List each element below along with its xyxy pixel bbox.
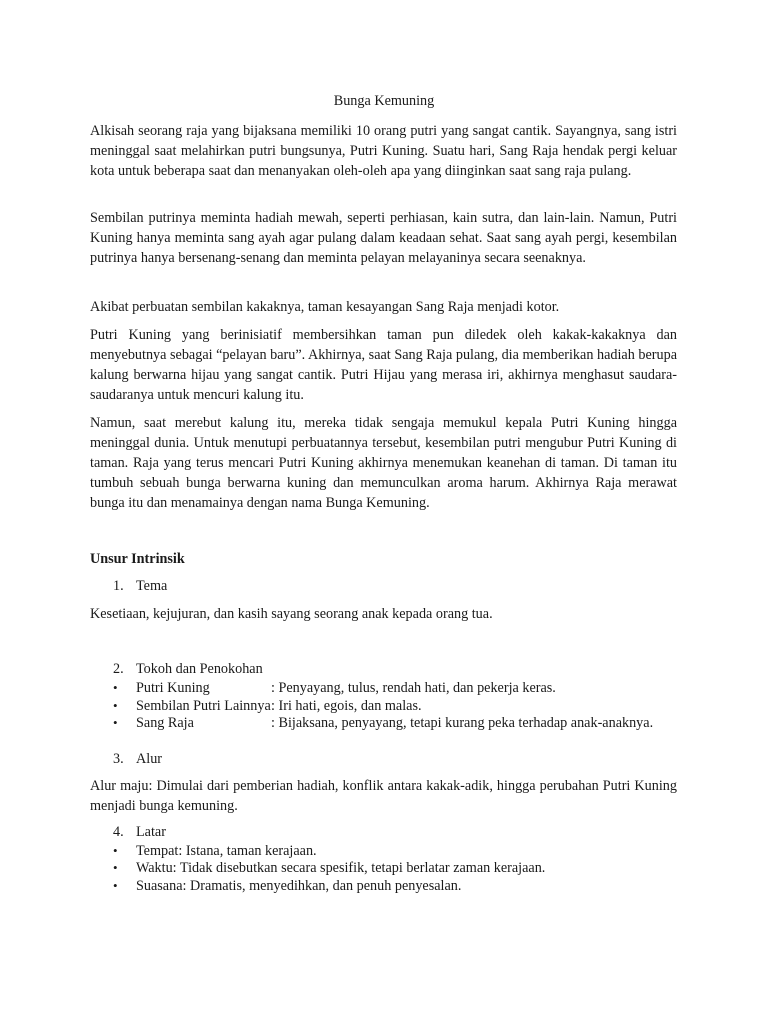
bullet-icon: • — [113, 860, 118, 875]
story-paragraph-5: Namun, saat merebut kalung itu, mereka tidak sengaja memukul kepala Putri Kuning hingga meninggal dunia. Untuk menutupi perbuatannya tersebut, kesembilan putri mengubur Putri Kuning di taman. Raja yang terus mencari Putri Kuning akhirnya menemukan keanehan di taman. Di taman itu tumbuh sebuah bunga berwarna kuning dan memunculkan aroma harum. Akhirnya Raja merawat bunga itu dan menamainya dengan nama Bunga Kemuning. — [90, 415, 677, 511]
list-item-tokoh — [113, 659, 263, 679]
list-item-tema — [113, 576, 167, 596]
setting-text: Tempat: Istana, taman kerajaan. — [136, 843, 317, 859]
list-label: Tokoh dan Penokohan — [136, 661, 263, 677]
section-heading: Unsur Intrinsik — [90, 551, 185, 567]
list-number: 2. — [113, 661, 124, 677]
setting-text: Waktu: Tidak disebutkan secara spesifik, tetapi berlatar zaman kerajaan. — [136, 860, 546, 876]
character-description: : Bijaksana, penyayang, tetapi kurang peka terhadap anak-anaknya. — [271, 715, 654, 731]
list-number: 1. — [113, 578, 124, 594]
character-name: Sang Raja — [136, 715, 194, 731]
bullet-icon: • — [113, 680, 118, 695]
setting-item — [113, 842, 317, 861]
list-label: Latar — [136, 824, 166, 840]
character-description: : Iri hati, egois, dan malas. — [271, 698, 422, 714]
list-item-alur — [113, 749, 162, 769]
story-paragraph-2: Sembilan putrinya meminta hadiah mewah, seperti perhiasan, kain sutra, dan lain-lain. Namun, Putri Kuning hanya meminta sang ayah agar pulang dalam keadaan sehat. Saat sang ayah pergi, kesembilan putrinya hanya bersenang-senang dan meminta pelayan melayaninya secara seenaknya. — [90, 210, 677, 266]
character-item — [113, 697, 422, 716]
character-item — [113, 714, 653, 733]
character-description: : Penyayang, tulus, rendah hati, dan pekerja keras. — [271, 680, 556, 696]
alur-text: Alur maju: Dimulai dari pemberian hadiah, konflik antara kakak-adik, hingga perubahan Putri Kuning menjadi bunga kemuning. — [90, 778, 677, 814]
bullet-icon: • — [113, 698, 118, 713]
bullet-icon: • — [113, 715, 118, 730]
setting-item — [113, 859, 545, 878]
character-name: Putri Kuning — [136, 680, 210, 696]
story-title: Bunga Kemuning — [333, 93, 435, 109]
story-paragraph-3: Akibat perbuatan sembilan kakaknya, taman kesayangan Sang Raja menjadi kotor. — [90, 299, 560, 315]
list-item-latar — [113, 822, 166, 842]
setting-text: Suasana: Dramatis, menyedihkan, dan penuh penyesalan. — [136, 878, 462, 894]
character-name: Sembilan Putri Lainnya — [136, 698, 271, 714]
story-paragraph-1: Alkisah seorang raja yang bijaksana memiliki 10 orang putri yang sangat cantik. Sayangnya, sang istri meninggal saat melahirkan putri bungsunya, Putri Kuning. Suatu hari, Sang Raja hendak pergi keluar kota untuk beberapa saat dan menanyakan oleh-oleh apa yang diinginkan saat sang raja pulang. — [90, 123, 677, 179]
tema-text: Kesetiaan, kejujuran, dan kasih sayang seorang anak kepada orang tua. — [90, 606, 493, 622]
list-label: Tema — [136, 578, 168, 594]
bullet-icon: • — [113, 843, 118, 858]
bullet-icon: • — [113, 878, 118, 893]
setting-item — [113, 877, 461, 896]
list-number: 4. — [113, 824, 124, 840]
character-item — [113, 679, 556, 698]
story-paragraph-4: Putri Kuning yang berinisiatif membersihkan taman pun diledek oleh kakak-kakaknya dan menyebutnya sebagai “pelayan baru”. Akhirnya, saat Sang Raja pulang, dia memberikan hadiah berupa kalung berwarna hijau yang sangat cantik. Putri Hijau yang merasa iri, akhirnya menghasut saudara-saudaranya untuk mencuri kalung itu. — [90, 327, 677, 403]
list-number: 3. — [113, 751, 124, 767]
list-label: Alur — [136, 751, 163, 767]
